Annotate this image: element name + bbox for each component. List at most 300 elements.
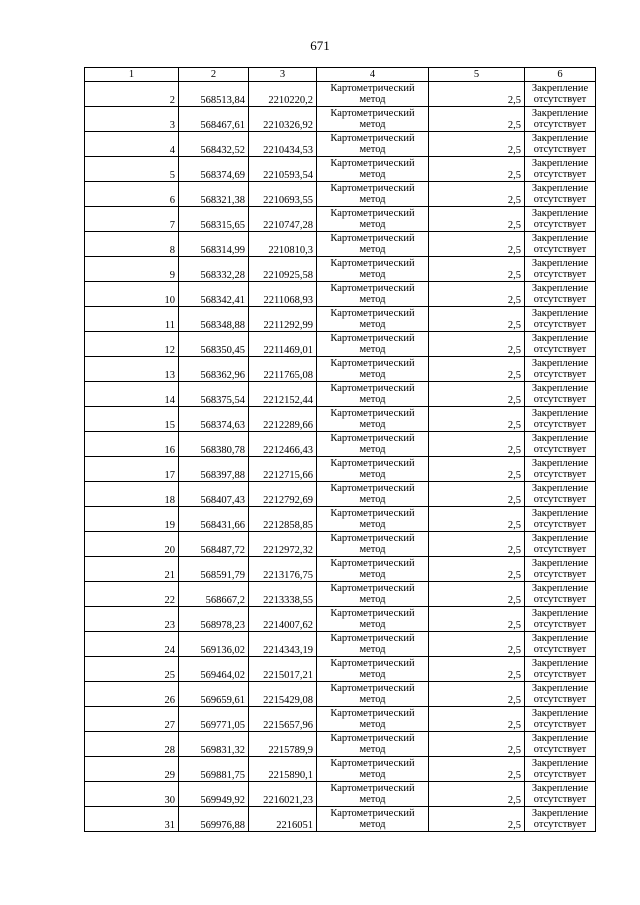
fixation-line-1: Закрепление bbox=[531, 407, 589, 419]
accuracy-cell: 2,5 bbox=[429, 557, 525, 582]
method-cell bbox=[317, 482, 429, 507]
fixation-line-2: отсутствует bbox=[533, 319, 587, 330]
accuracy-cell: 2,5 bbox=[429, 357, 525, 382]
point-number-cell: 30 bbox=[85, 782, 179, 807]
method-line-2: метод bbox=[359, 319, 386, 330]
table-row bbox=[85, 382, 596, 407]
method-cell bbox=[317, 157, 429, 182]
x-coordinate-cell: 568362,96 bbox=[179, 357, 249, 382]
y-coordinate-cell: 2210925,58 bbox=[249, 257, 317, 282]
accuracy-cell: 2,5 bbox=[429, 582, 525, 607]
fixation-line-2: отсутствует bbox=[533, 419, 587, 430]
point-number-cell: 2 bbox=[85, 82, 179, 107]
fixation-line-1: Закрепление bbox=[531, 682, 589, 694]
y-coordinate-cell: 2211469,01 bbox=[249, 332, 317, 357]
table-row bbox=[85, 282, 596, 307]
point-number-cell: 8 bbox=[85, 232, 179, 257]
accuracy-cell: 2,5 bbox=[429, 82, 525, 107]
fixation-line-1: Закрепление bbox=[531, 257, 589, 269]
x-coordinate-cell: 568978,23 bbox=[179, 607, 249, 632]
method-line-2: метод bbox=[359, 669, 386, 680]
point-number-cell: 21 bbox=[85, 557, 179, 582]
fixation-line-1: Закрепление bbox=[531, 532, 589, 544]
accuracy-cell: 2,5 bbox=[429, 507, 525, 532]
accuracy-cell: 2,5 bbox=[429, 757, 525, 782]
table-row bbox=[85, 132, 596, 157]
table-row bbox=[85, 207, 596, 232]
method-line-2: метод bbox=[359, 219, 386, 230]
method-line-1: Картометрический bbox=[330, 207, 415, 219]
y-coordinate-cell: 2216051 bbox=[249, 807, 317, 832]
table-row bbox=[85, 557, 596, 582]
table-row bbox=[85, 707, 596, 732]
header-cell-1: 1 bbox=[85, 68, 179, 82]
fixation-line-1: Закрепление bbox=[531, 232, 589, 244]
method-line-1: Картометрический bbox=[330, 507, 415, 519]
method-line-2: метод bbox=[359, 444, 386, 455]
x-coordinate-cell: 568375,54 bbox=[179, 382, 249, 407]
y-coordinate-cell: 2215429,08 bbox=[249, 682, 317, 707]
fixation-cell bbox=[525, 207, 596, 232]
y-coordinate-cell: 2212152,44 bbox=[249, 382, 317, 407]
x-coordinate-cell: 569136,02 bbox=[179, 632, 249, 657]
fixation-line-1: Закрепление bbox=[531, 382, 589, 394]
point-number-cell: 14 bbox=[85, 382, 179, 407]
method-line-2: метод bbox=[359, 169, 386, 180]
method-cell bbox=[317, 732, 429, 757]
fixation-cell bbox=[525, 557, 596, 582]
point-number-cell: 22 bbox=[85, 582, 179, 607]
point-number-cell: 15 bbox=[85, 407, 179, 432]
method-line-1: Картометрический bbox=[330, 732, 415, 744]
point-number-cell: 6 bbox=[85, 182, 179, 207]
accuracy-cell: 2,5 bbox=[429, 807, 525, 832]
fixation-cell bbox=[525, 782, 596, 807]
x-coordinate-cell: 568431,66 bbox=[179, 507, 249, 532]
x-coordinate-cell: 568374,63 bbox=[179, 407, 249, 432]
method-line-2: метод bbox=[359, 344, 386, 355]
accuracy-cell: 2,5 bbox=[429, 607, 525, 632]
fixation-cell bbox=[525, 607, 596, 632]
method-line-1: Картометрический bbox=[330, 382, 415, 394]
method-line-2: метод bbox=[359, 594, 386, 605]
method-cell bbox=[317, 657, 429, 682]
y-coordinate-cell: 2211068,93 bbox=[249, 282, 317, 307]
fixation-line-1: Закрепление bbox=[531, 282, 589, 294]
method-line-2: метод bbox=[359, 244, 386, 255]
fixation-cell bbox=[525, 382, 596, 407]
method-line-2: метод bbox=[359, 619, 386, 630]
table-row bbox=[85, 457, 596, 482]
fixation-cell bbox=[525, 657, 596, 682]
y-coordinate-cell: 2210693,55 bbox=[249, 182, 317, 207]
method-line-2: метод bbox=[359, 119, 386, 130]
method-line-2: метод bbox=[359, 794, 386, 805]
point-number-cell: 17 bbox=[85, 457, 179, 482]
method-line-1: Картометрический bbox=[330, 757, 415, 769]
fixation-cell bbox=[525, 107, 596, 132]
accuracy-cell: 2,5 bbox=[429, 207, 525, 232]
table-row bbox=[85, 107, 596, 132]
method-line-2: метод bbox=[359, 744, 386, 755]
accuracy-cell: 2,5 bbox=[429, 682, 525, 707]
fixation-line-2: отсутствует bbox=[533, 519, 587, 530]
method-line-1: Картометрический bbox=[330, 632, 415, 644]
method-cell bbox=[317, 407, 429, 432]
method-line-1: Картометрический bbox=[330, 782, 415, 794]
accuracy-cell: 2,5 bbox=[429, 107, 525, 132]
fixation-line-2: отсутствует bbox=[533, 369, 587, 380]
fixation-cell bbox=[525, 157, 596, 182]
fixation-line-1: Закрепление bbox=[531, 157, 589, 169]
method-line-1: Картометрический bbox=[330, 82, 415, 94]
fixation-line-1: Закрепление bbox=[531, 132, 589, 144]
method-line-1: Картометрический bbox=[330, 282, 415, 294]
method-line-2: метод bbox=[359, 819, 386, 830]
fixation-cell bbox=[525, 507, 596, 532]
fixation-line-1: Закрепление bbox=[531, 82, 589, 94]
method-line-2: метод bbox=[359, 419, 386, 430]
method-cell bbox=[317, 632, 429, 657]
header-cell-6: 6 bbox=[525, 68, 596, 82]
method-cell bbox=[317, 757, 429, 782]
fixation-cell bbox=[525, 632, 596, 657]
x-coordinate-cell: 568321,38 bbox=[179, 182, 249, 207]
method-line-2: метод bbox=[359, 644, 386, 655]
fixation-line-2: отсутствует bbox=[533, 719, 587, 730]
y-coordinate-cell: 2210593,54 bbox=[249, 157, 317, 182]
method-line-1: Картометрический bbox=[330, 257, 415, 269]
x-coordinate-cell: 568667,2 bbox=[179, 582, 249, 607]
method-cell bbox=[317, 257, 429, 282]
method-cell bbox=[317, 182, 429, 207]
point-number-cell: 12 bbox=[85, 332, 179, 357]
page-number: 671 bbox=[310, 38, 330, 53]
table-row bbox=[85, 507, 596, 532]
method-cell bbox=[317, 107, 429, 132]
method-line-2: метод bbox=[359, 469, 386, 480]
method-cell bbox=[317, 457, 429, 482]
method-cell bbox=[317, 507, 429, 532]
y-coordinate-cell: 2216021,23 bbox=[249, 782, 317, 807]
fixation-cell bbox=[525, 707, 596, 732]
method-line-2: метод bbox=[359, 719, 386, 730]
method-cell bbox=[317, 607, 429, 632]
fixation-line-1: Закрепление bbox=[531, 207, 589, 219]
method-line-2: метод bbox=[359, 94, 386, 105]
point-number-cell: 26 bbox=[85, 682, 179, 707]
header-cell-4: 4 bbox=[317, 68, 429, 82]
fixation-line-2: отсутствует bbox=[533, 819, 587, 830]
point-number-cell: 25 bbox=[85, 657, 179, 682]
method-line-1: Картометрический bbox=[330, 232, 415, 244]
table-row bbox=[85, 807, 596, 832]
method-cell bbox=[317, 557, 429, 582]
accuracy-cell: 2,5 bbox=[429, 232, 525, 257]
fixation-cell bbox=[525, 257, 596, 282]
x-coordinate-cell: 568397,88 bbox=[179, 457, 249, 482]
header-row bbox=[85, 68, 596, 82]
method-line-1: Картометрический bbox=[330, 332, 415, 344]
x-coordinate-cell: 568591,79 bbox=[179, 557, 249, 582]
accuracy-cell: 2,5 bbox=[429, 282, 525, 307]
y-coordinate-cell: 2214343,19 bbox=[249, 632, 317, 657]
method-line-1: Картометрический bbox=[330, 182, 415, 194]
method-line-2: метод bbox=[359, 494, 386, 505]
fixation-line-2: отсутствует bbox=[533, 269, 587, 280]
method-cell bbox=[317, 307, 429, 332]
y-coordinate-cell: 2215789,9 bbox=[249, 732, 317, 757]
method-cell bbox=[317, 132, 429, 157]
x-coordinate-cell: 568332,28 bbox=[179, 257, 249, 282]
fixation-cell bbox=[525, 582, 596, 607]
x-coordinate-cell: 568380,78 bbox=[179, 432, 249, 457]
x-coordinate-cell: 568315,65 bbox=[179, 207, 249, 232]
fixation-line-2: отсутствует bbox=[533, 494, 587, 505]
x-coordinate-cell: 569881,75 bbox=[179, 757, 249, 782]
method-cell bbox=[317, 707, 429, 732]
fixation-cell bbox=[525, 732, 596, 757]
x-coordinate-cell: 568314,99 bbox=[179, 232, 249, 257]
method-line-2: метод bbox=[359, 294, 386, 305]
y-coordinate-cell: 2215017,21 bbox=[249, 657, 317, 682]
point-number-cell: 5 bbox=[85, 157, 179, 182]
table-row bbox=[85, 632, 596, 657]
point-number-cell: 19 bbox=[85, 507, 179, 532]
table-row bbox=[85, 732, 596, 757]
fixation-line-1: Закрепление bbox=[531, 557, 589, 569]
fixation-line-2: отсутствует bbox=[533, 244, 587, 255]
fixation-cell bbox=[525, 82, 596, 107]
method-line-1: Картометрический bbox=[330, 407, 415, 419]
fixation-cell bbox=[525, 132, 596, 157]
fixation-line-2: отсутствует bbox=[533, 544, 587, 555]
table-row bbox=[85, 657, 596, 682]
table-row bbox=[85, 782, 596, 807]
fixation-cell bbox=[525, 307, 596, 332]
y-coordinate-cell: 2212792,69 bbox=[249, 482, 317, 507]
fixation-line-2: отсутствует bbox=[533, 619, 587, 630]
x-coordinate-cell: 568432,52 bbox=[179, 132, 249, 157]
y-coordinate-cell: 2210434,53 bbox=[249, 132, 317, 157]
point-number-cell: 29 bbox=[85, 757, 179, 782]
x-coordinate-cell: 568348,88 bbox=[179, 307, 249, 332]
method-line-1: Картометрический bbox=[330, 157, 415, 169]
point-number-cell: 11 bbox=[85, 307, 179, 332]
y-coordinate-cell: 2214007,62 bbox=[249, 607, 317, 632]
fixation-cell bbox=[525, 682, 596, 707]
accuracy-cell: 2,5 bbox=[429, 332, 525, 357]
x-coordinate-cell: 569659,61 bbox=[179, 682, 249, 707]
accuracy-cell: 2,5 bbox=[429, 632, 525, 657]
method-cell bbox=[317, 682, 429, 707]
point-number-cell: 13 bbox=[85, 357, 179, 382]
fixation-line-1: Закрепление bbox=[531, 357, 589, 369]
accuracy-cell: 2,5 bbox=[429, 532, 525, 557]
fixation-cell bbox=[525, 757, 596, 782]
method-line-1: Картометрический bbox=[330, 682, 415, 694]
x-coordinate-cell: 568374,69 bbox=[179, 157, 249, 182]
method-line-1: Картометрический bbox=[330, 657, 415, 669]
fixation-line-2: отсутствует bbox=[533, 219, 587, 230]
fixation-line-2: отсутствует bbox=[533, 144, 587, 155]
y-coordinate-cell: 2212972,32 bbox=[249, 532, 317, 557]
fixation-cell bbox=[525, 182, 596, 207]
x-coordinate-cell: 569831,32 bbox=[179, 732, 249, 757]
fixation-line-1: Закрепление bbox=[531, 707, 589, 719]
y-coordinate-cell: 2212466,43 bbox=[249, 432, 317, 457]
fixation-line-1: Закрепление bbox=[531, 732, 589, 744]
x-coordinate-cell: 568350,45 bbox=[179, 332, 249, 357]
method-line-1: Картометрический bbox=[330, 132, 415, 144]
table-row bbox=[85, 582, 596, 607]
point-number-cell: 28 bbox=[85, 732, 179, 757]
fixation-line-1: Закрепление bbox=[531, 507, 589, 519]
fixation-cell bbox=[525, 482, 596, 507]
method-line-2: метод bbox=[359, 194, 386, 205]
point-number-cell: 24 bbox=[85, 632, 179, 657]
point-number-cell: 7 bbox=[85, 207, 179, 232]
fixation-line-2: отсутствует bbox=[533, 119, 587, 130]
method-line-2: метод bbox=[359, 769, 386, 780]
y-coordinate-cell: 2212289,66 bbox=[249, 407, 317, 432]
x-coordinate-cell: 568467,61 bbox=[179, 107, 249, 132]
table-row bbox=[85, 357, 596, 382]
fixation-line-2: отсутствует bbox=[533, 94, 587, 105]
method-line-2: метод bbox=[359, 369, 386, 380]
fixation-cell bbox=[525, 432, 596, 457]
y-coordinate-cell: 2210220,2 bbox=[249, 82, 317, 107]
method-line-2: метод bbox=[359, 544, 386, 555]
fixation-line-1: Закрепление bbox=[531, 632, 589, 644]
method-line-1: Картометрический bbox=[330, 807, 415, 819]
point-number-cell: 4 bbox=[85, 132, 179, 157]
fixation-cell bbox=[525, 532, 596, 557]
method-line-1: Картометрический bbox=[330, 607, 415, 619]
accuracy-cell: 2,5 bbox=[429, 457, 525, 482]
fixation-line-2: отсутствует bbox=[533, 644, 587, 655]
fixation-line-1: Закрепление bbox=[531, 757, 589, 769]
fixation-cell bbox=[525, 807, 596, 832]
point-number-cell: 27 bbox=[85, 707, 179, 732]
method-line-2: метод bbox=[359, 394, 386, 405]
method-line-2: метод bbox=[359, 269, 386, 280]
table-row bbox=[85, 182, 596, 207]
table-row bbox=[85, 532, 596, 557]
x-coordinate-cell: 569464,02 bbox=[179, 657, 249, 682]
method-line-1: Картометрический bbox=[330, 532, 415, 544]
y-coordinate-cell: 2210747,28 bbox=[249, 207, 317, 232]
accuracy-cell: 2,5 bbox=[429, 307, 525, 332]
fixation-line-2: отсутствует bbox=[533, 194, 587, 205]
table-row bbox=[85, 257, 596, 282]
table-row bbox=[85, 407, 596, 432]
fixation-cell bbox=[525, 407, 596, 432]
method-cell bbox=[317, 432, 429, 457]
accuracy-cell: 2,5 bbox=[429, 257, 525, 282]
method-line-1: Картометрический bbox=[330, 357, 415, 369]
accuracy-cell: 2,5 bbox=[429, 782, 525, 807]
accuracy-cell: 2,5 bbox=[429, 157, 525, 182]
fixation-line-1: Закрепление bbox=[531, 807, 589, 819]
method-cell bbox=[317, 332, 429, 357]
accuracy-cell: 2,5 bbox=[429, 482, 525, 507]
accuracy-cell: 2,5 bbox=[429, 132, 525, 157]
method-line-2: метод bbox=[359, 694, 386, 705]
fixation-line-1: Закрепление bbox=[531, 107, 589, 119]
fixation-line-2: отсутствует bbox=[533, 594, 587, 605]
table-body bbox=[85, 82, 596, 832]
header-cell-2: 2 bbox=[179, 68, 249, 82]
x-coordinate-cell: 569771,05 bbox=[179, 707, 249, 732]
fixation-line-1: Закрепление bbox=[531, 607, 589, 619]
y-coordinate-cell: 2212715,66 bbox=[249, 457, 317, 482]
method-line-2: метод bbox=[359, 144, 386, 155]
x-coordinate-cell: 568487,72 bbox=[179, 532, 249, 557]
table-header bbox=[85, 68, 596, 82]
fixation-cell bbox=[525, 282, 596, 307]
fixation-line-2: отсутствует bbox=[533, 344, 587, 355]
table-row bbox=[85, 157, 596, 182]
accuracy-cell: 2,5 bbox=[429, 707, 525, 732]
y-coordinate-cell: 2210810,3 bbox=[249, 232, 317, 257]
method-cell bbox=[317, 357, 429, 382]
fixation-line-1: Закрепление bbox=[531, 182, 589, 194]
table-row bbox=[85, 757, 596, 782]
fixation-cell bbox=[525, 232, 596, 257]
method-cell bbox=[317, 532, 429, 557]
fixation-line-2: отсутствует bbox=[533, 569, 587, 580]
x-coordinate-cell: 569976,88 bbox=[179, 807, 249, 832]
point-number-cell: 20 bbox=[85, 532, 179, 557]
method-cell bbox=[317, 382, 429, 407]
accuracy-cell: 2,5 bbox=[429, 182, 525, 207]
table-row bbox=[85, 432, 596, 457]
method-line-1: Картометрический bbox=[330, 307, 415, 319]
fixation-line-1: Закрепление bbox=[531, 332, 589, 344]
fixation-line-2: отсутствует bbox=[533, 294, 587, 305]
accuracy-cell: 2,5 bbox=[429, 382, 525, 407]
method-cell bbox=[317, 207, 429, 232]
x-coordinate-cell: 568513,84 bbox=[179, 82, 249, 107]
y-coordinate-cell: 2215890,1 bbox=[249, 757, 317, 782]
point-number-cell: 3 bbox=[85, 107, 179, 132]
fixation-cell bbox=[525, 357, 596, 382]
accuracy-cell: 2,5 bbox=[429, 407, 525, 432]
method-line-1: Картометрический bbox=[330, 707, 415, 719]
point-number-cell: 10 bbox=[85, 282, 179, 307]
fixation-line-2: отсутствует bbox=[533, 444, 587, 455]
method-cell bbox=[317, 807, 429, 832]
fixation-line-1: Закрепление bbox=[531, 432, 589, 444]
fixation-line-2: отсутствует bbox=[533, 394, 587, 405]
header-cell-5: 5 bbox=[429, 68, 525, 82]
method-cell bbox=[317, 782, 429, 807]
fixation-line-2: отсутствует bbox=[533, 794, 587, 805]
x-coordinate-cell: 569949,92 bbox=[179, 782, 249, 807]
accuracy-cell: 2,5 bbox=[429, 732, 525, 757]
method-line-2: метод bbox=[359, 569, 386, 580]
fixation-line-2: отсутствует bbox=[533, 769, 587, 780]
fixation-line-2: отсутствует bbox=[533, 469, 587, 480]
fixation-line-1: Закрепление bbox=[531, 782, 589, 794]
point-number-cell: 16 bbox=[85, 432, 179, 457]
table-row bbox=[85, 82, 596, 107]
method-line-1: Картометрический bbox=[330, 107, 415, 119]
fixation-line-1: Закрепление bbox=[531, 457, 589, 469]
fixation-line-1: Закрепление bbox=[531, 582, 589, 594]
accuracy-cell: 2,5 bbox=[429, 657, 525, 682]
